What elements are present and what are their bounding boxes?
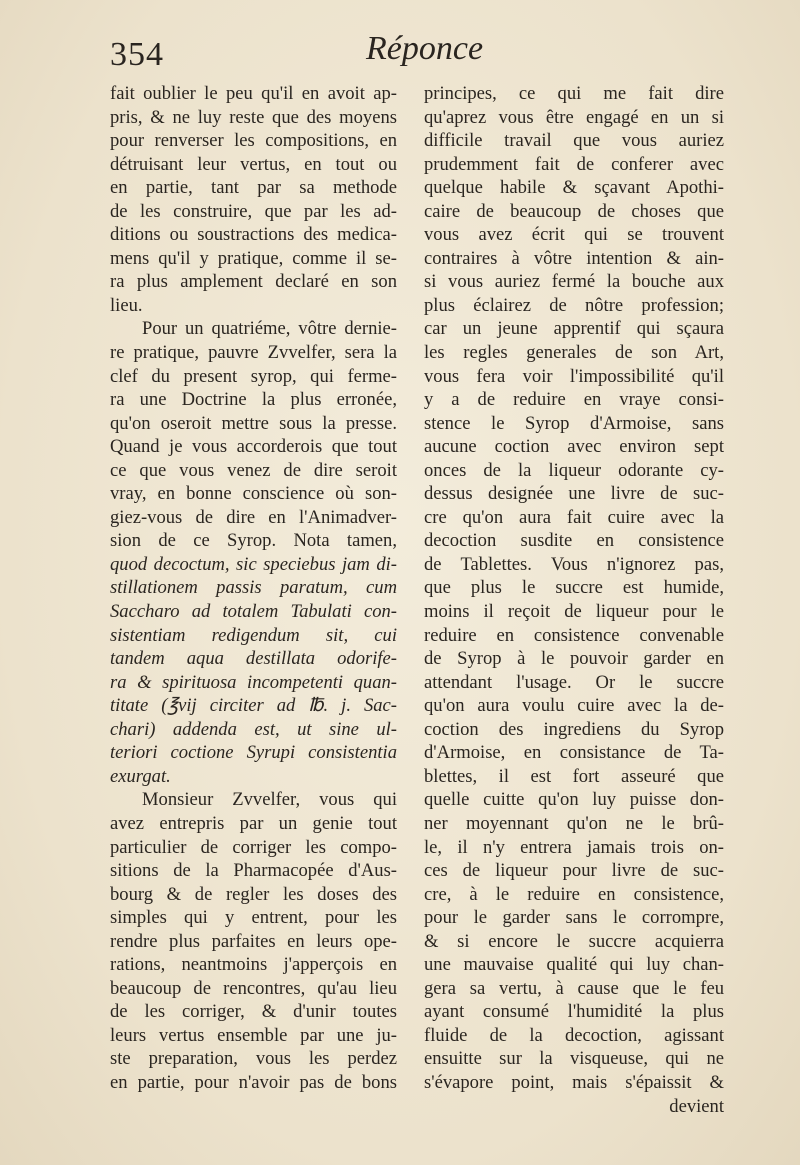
text-line: attendant l'usage. Or le succre: [424, 671, 724, 693]
text-line: ditions ou soustractions des medica-: [110, 224, 397, 246]
text-line: qu'on aura voulu cuire avec la de-: [424, 695, 724, 717]
text-line: caire de beaucoup de choses que: [424, 200, 724, 222]
text-line: qu'on oseroit mettre sous la presse.: [110, 412, 397, 434]
text-line: re pratique, pauvre Zvvelfer, sera la: [110, 342, 397, 364]
text-line: qu'aprez vous être engagé en un si: [424, 106, 724, 128]
text-line: vous avez écrit qui se trouvent: [424, 224, 724, 246]
latin-quote-line: chari) addenda est, ut sine ul-: [110, 718, 397, 740]
text-line: beaucoup de rencontres, qu'au lieu: [110, 977, 397, 999]
latin-quote-line: Saccharo ad totalem Tabulati con-: [110, 601, 397, 623]
text-line: lieu.: [110, 294, 143, 316]
text-line: prudemment fait de conferer avec: [424, 153, 724, 175]
latin-quote-line: ra & spirituosa incompetenti quan-: [110, 671, 397, 693]
paragraph-start-line: Pour un quatriéme, vôtre dernie-: [142, 318, 397, 340]
latin-quote-line: exurgat.: [110, 765, 171, 787]
text-line: simples qui y entrent, pour les: [110, 907, 397, 929]
text-line: quelque habile & sçavant Apothi-: [424, 177, 724, 199]
text-line: particulier de corriger les compo-: [110, 836, 397, 858]
text-line: ce que vous venez de dire seroit: [110, 459, 397, 481]
text-line: vous fera voir l'impossibilité qu'il: [424, 365, 724, 387]
text-line: ra plus amplement declaré en son: [110, 271, 397, 293]
text-line: fait oublier le peu qu'il en avoit ap-: [110, 83, 397, 104]
text-line: difficile travail que vous auriez: [424, 130, 724, 152]
text-line: s'évapore point, mais s'épaissit &: [424, 1071, 724, 1093]
text-line: plus éclairez de nôtre profession;: [424, 294, 724, 316]
text-line: moins il reçoit de liqueur pour le: [424, 601, 724, 623]
text-line: fluide de la decoction, agissant: [424, 1024, 724, 1046]
latin-quote-line: teriori coctione Syrupi consistentia: [110, 742, 397, 764]
text-line: de Tablettes. Vous n'ignorez pas,: [424, 553, 724, 575]
text-line: bourg & de regler les doses des: [110, 883, 397, 905]
left-text-column: [110, 82, 397, 1095]
latin-quote-line: stillationem passis paratum, cum: [110, 577, 397, 599]
text-line: rations, neantmoins j'apperçois en: [110, 954, 397, 976]
text-line: ra une Doctrine la plus erronée,: [110, 389, 397, 411]
text-line: giez-vous de dire en l'Animadver-: [110, 506, 397, 528]
text-line: clef du present syrop, qui ferme-: [110, 365, 397, 387]
text-line: mens qu'il y pratique, comme il se-: [110, 247, 397, 269]
text-line: avez entrepris par un genie tout: [110, 812, 397, 834]
text-line: d'Armoise, en consistance de Ta-: [424, 742, 724, 764]
latin-quote-line: tandem aqua destillata odorife-: [110, 648, 397, 670]
text-line: pour le garder sans le corrompre,: [424, 907, 724, 929]
text-line: aucune coction avec environ sept: [424, 436, 724, 458]
text-line: ces de liqueur pour livre de suc-: [424, 860, 724, 882]
text-line: ste preparation, vous les perdez: [110, 1048, 397, 1070]
text-line: ner moyennant qu'on ne le brû-: [424, 812, 724, 834]
text-line: gera sa vertu, à cause que le feu: [424, 977, 724, 999]
text-line: les regles generales de son Art,: [424, 342, 724, 364]
text-line: contraires à vôtre intention & ain-: [424, 247, 724, 269]
text-line: de les corriger, & d'unir toutes: [110, 1001, 397, 1023]
text-line: pour renverser les compositions, en: [110, 130, 397, 152]
latin-quote-line: quod decoctum, sic speciebus jam di-: [110, 553, 397, 575]
text-line: en partie, pour n'avoir pas de bons: [110, 1071, 397, 1093]
text-line: en partie, tant par sa methode: [110, 177, 397, 199]
text-line: rendre plus parfaites en leurs ope-: [110, 930, 397, 952]
text-line: dessus designée une livre de suc-: [424, 483, 724, 505]
text-line: si vous auriez fermé la bouche aux: [424, 271, 724, 293]
text-line: ensuitte sur la visqueuse, qui ne: [424, 1048, 724, 1070]
text-line: que plus le succre est humide,: [424, 577, 724, 599]
text-line: y a de reduire en vraye consi-: [424, 389, 724, 411]
text-line: leurs vertus ensemble par une ju-: [110, 1024, 397, 1046]
text-line: de Syrop à le pouvoir garder en: [424, 648, 724, 670]
text-line: stence le Syrop d'Armoise, sans: [424, 412, 724, 434]
running-title: Réponce: [366, 30, 484, 67]
text-line: quelle cuitte qu'on luy puisse don-: [424, 789, 724, 811]
text-line: détruisant leur vertus, en tout ou: [110, 153, 397, 175]
page-number: 354: [110, 36, 164, 73]
text-line: pris, & ne luy reste que des moyens: [110, 106, 397, 128]
text-line: sion de ce Syrop. Nota tamen,: [110, 530, 397, 552]
text-line: Quand je vous accorderois que tout: [110, 436, 397, 458]
right-text-column: [424, 82, 724, 1118]
catchword: devient: [669, 1095, 724, 1117]
text-line: vray, en bonne conscience où son-: [110, 483, 397, 505]
text-line: coction des ingrediens du Syrop: [424, 718, 724, 740]
latin-quote-line: titate (℥vij circiter ad ℔. j. Sac-: [110, 695, 397, 717]
text-line: de les construire, que par les ad-: [110, 200, 397, 222]
text-line: cre qu'on aura fait cuire avec la: [424, 506, 724, 528]
text-line: reduire en consistence convenable: [424, 624, 724, 646]
text-line: ayant consumé l'humidité la plus: [424, 1001, 724, 1023]
text-line: le, il n'y entrera jamais trois on-: [424, 836, 724, 858]
text-line: car un jeune apprentif qui sçaura: [424, 318, 724, 340]
text-line: decoction susdite en consistence: [424, 530, 724, 552]
text-line: onces de la liqueur odorante cy-: [424, 459, 724, 481]
text-line: cre, à le reduire en consistence,: [424, 883, 724, 905]
text-line: sitions de la Pharmacopée d'Aus-: [110, 860, 397, 882]
latin-quote-line: sistentiam redigendum sit, cui: [110, 624, 397, 646]
paragraph-start-line: Monsieur Zvvelfer, vous qui: [142, 789, 397, 811]
text-line: & si encore le succre acquierra: [424, 930, 724, 952]
text-line: blettes, il est fort asseuré que: [424, 765, 724, 787]
text-line: une mauvaise qualité qui luy chan-: [424, 954, 724, 976]
text-line: principes, ce qui me fait dire: [424, 83, 724, 104]
